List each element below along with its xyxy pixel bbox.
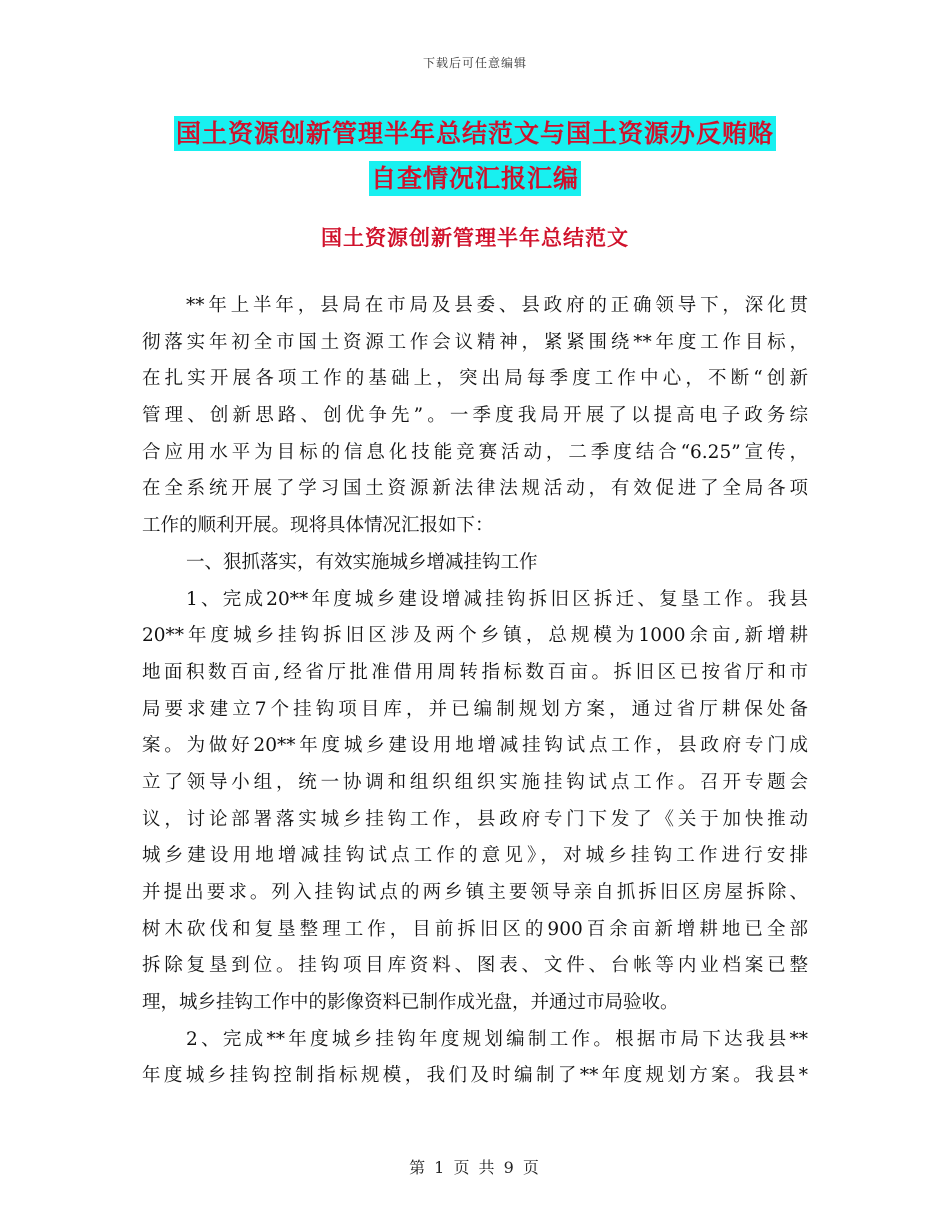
body-line: 工作的顺利开展。现将具体情况汇报如下：	[142, 515, 494, 537]
body-line: 20**年度城乡挂钩拆旧区涉及两个乡镇，总规模为1000余亩,新增耕	[142, 625, 808, 647]
body-line: 树木砍伐和复垦整理工作，目前拆旧区的900百余亩新增耕地已全部	[142, 918, 808, 940]
body-line: 在扎实开展各项工作的基础上，突出局每季度工作中心，不断“创新	[142, 368, 808, 390]
body-line: 理，城乡挂钩工作中的影像资料已制作成光盘，并通过市局验收。	[142, 992, 679, 1014]
section-title: 国土资源创新管理半年总结范文	[321, 226, 629, 250]
body-line: 并提出要求。列入挂钩试点的两乡镇主要领导亲自抓拆旧区房屋拆除、	[142, 882, 808, 903]
body-line: 议，讨论部署落实城乡挂钩工作，县政府专门下发了《关于加快推动	[142, 808, 808, 830]
body-text	[142, 288, 808, 1095]
main-title-line-2	[0, 159, 950, 195]
body-line: 城乡建设用地增减挂钩试点工作的意见》，对城乡挂钩工作进行安排	[142, 845, 808, 867]
body-line: 在全系统开展了学习国土资源新法律法规活动，有效促进了全局各项	[142, 478, 808, 500]
body-line: 地面积数百亩,经省厅批准借用周转指标数百亩。拆旧区已按省厅和市	[142, 661, 808, 683]
body-line: 彻落实年初全市国土资源工作会议精神，紧紧围绕**年度工作目标，	[142, 331, 808, 353]
body-line: 拆除复垦到位。挂钩项目库资料、图表、文件、台帐等内业档案已整	[142, 955, 808, 977]
body-line: 立了领导小组，统一协调和组织组织实施挂钩试点工作。召开专题会	[142, 771, 808, 793]
body-line: 年度城乡挂钩控制指标规模，我们及时编制了**年度规划方案。我县*	[142, 1065, 808, 1087]
body-line: 合应用水平为目标的信息化技能竞赛活动，二季度结合“6.25”宣传，	[142, 441, 808, 463]
main-title-line-2-text: 自查情况汇报汇编	[369, 161, 581, 196]
body-line: 2、完成**年度城乡挂钩年度规划编制工作。根据市局下达我县**	[186, 1028, 808, 1050]
main-title-line-1-text: 国土资源创新管理半年总结范文与国土资源办反贿赂	[174, 116, 776, 151]
body-line: **年上半年，县局在市局及县委、县政府的正确领导下，深化贯	[186, 295, 808, 316]
body-line: 管理、创新思路、创优争先”。一季度我局开展了以提高电子政务综	[142, 405, 808, 427]
body-heading: 一、狠抓落实，有效实施城乡增减挂钩工作	[186, 551, 538, 573]
main-title-line-1	[0, 114, 950, 150]
header-note: 下载后可任意编辑	[422, 56, 527, 70]
body-line: 1、完成20**年度城乡建设增减挂钩拆旧区拆迁、复垦工作。我县	[186, 588, 808, 610]
body-line: 案。为做好20**年度城乡建设用地增减挂钩试点工作，县政府专门成	[142, 735, 808, 757]
body-line: 局要求建立7个挂钩项目库，并已编制规划方案，通过省厅耕保处备	[142, 698, 808, 720]
page-number: 第 1 页 共 9 页	[409, 1158, 541, 1177]
